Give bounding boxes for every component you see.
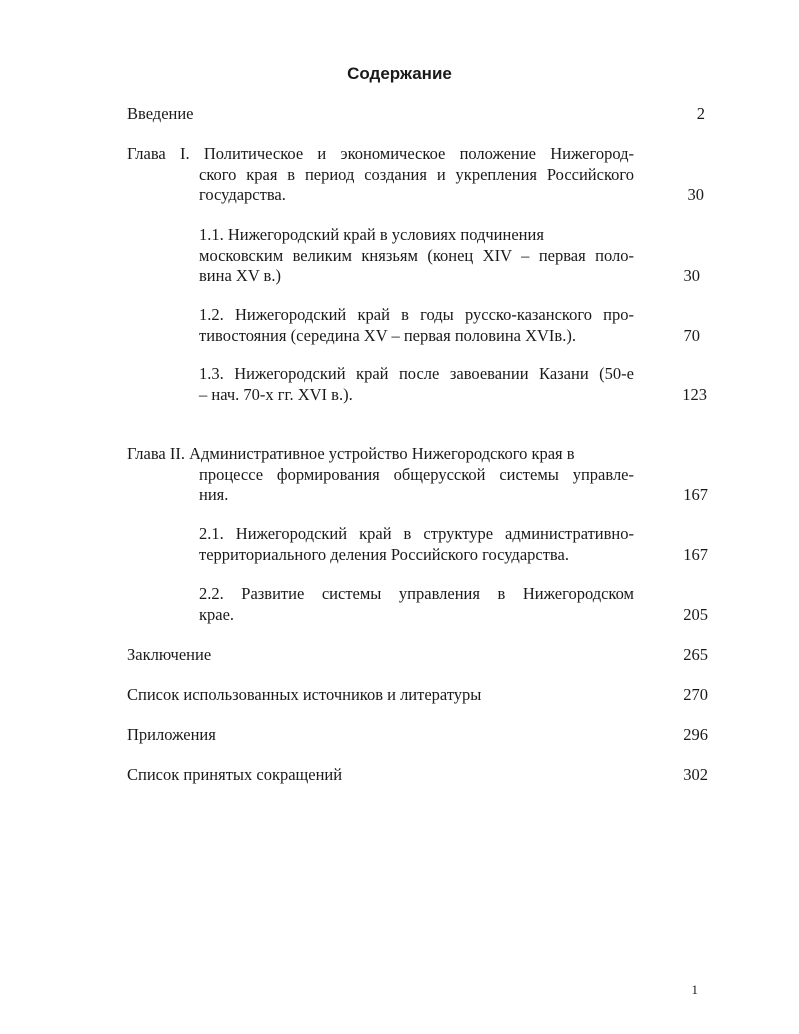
toc-entry-text: Введение [127, 104, 194, 123]
toc-entry-appendices [0, 725, 799, 747]
toc-entry-text: 1.1. Нижегородский край в условиях подчинения [199, 225, 544, 244]
toc-entry-chapter-1 [0, 144, 799, 206]
page-number: 1 [691, 982, 698, 997]
toc-entry-text: Список использованных источников и литературы [127, 685, 482, 704]
toc-entry-page: 205 [683, 604, 708, 624]
toc-entry-text: тивостояния (середина XV – первая половина XVIв.). [199, 325, 576, 345]
toc-entry-page: 302 [683, 765, 708, 784]
page-title: Содержание [347, 64, 452, 83]
toc-entry-text: 2.2. Развитие системы управления в Нижегородском [199, 584, 634, 603]
toc-entry-page: 123 [682, 384, 707, 404]
toc-entry-text: крае. [199, 604, 235, 624]
toc-entry-page: 167 [683, 485, 708, 504]
toc-entry-sources [0, 685, 799, 707]
toc-entry-page: 296 [683, 725, 708, 744]
toc-entry-page: 2 [696, 104, 705, 123]
toc-entry-text: вина XV в.) [199, 266, 281, 285]
toc-entry-text: 1.3. Нижегородский край после завоевании Казани (50-е [199, 364, 634, 383]
toc-entry-text: территориального деления Российского государства. [199, 544, 569, 564]
toc-entry-page: 30 [683, 266, 700, 285]
toc-entry-text: ния. [199, 485, 229, 504]
toc-entry-text: Глава I. Политическое и экономическое положение Нижегород- [127, 144, 634, 163]
toc-entry-page: 167 [683, 544, 708, 564]
toc-entry-text: московским великим князьям (конец XIV – первая поло- [199, 245, 634, 265]
toc-entry-text: процессе формирования общерусской системы управле- [199, 464, 634, 484]
toc-entry-page: 70 [683, 325, 700, 345]
toc-entry-chapter-2 [0, 444, 799, 506]
toc-entry-section-1-3 [0, 364, 799, 406]
toc-entry-section-1-1 [0, 225, 799, 287]
toc-entry-section-2-2 [0, 584, 799, 626]
toc-entry-text: – нач. 70-х гг. XVI в.). [199, 384, 353, 404]
toc-entry-abbreviations [0, 765, 799, 787]
toc-entry-section-2-1 [0, 524, 799, 566]
toc-entry-text: 1.2. Нижегородский край в годы русско-казанского про- [199, 305, 634, 324]
toc-entry-section-1-2 [0, 305, 799, 347]
toc-entry-text: ского края в период создания и укрепления Российского [199, 164, 634, 184]
toc-entry-conclusion [0, 645, 799, 667]
toc-entry-page: 30 [687, 185, 704, 204]
toc-entry-text: 2.1. Нижегородский край в структуре административно- [199, 524, 634, 543]
toc-entry-text: Заключение [127, 645, 212, 664]
toc-entry-text: Приложения [127, 725, 216, 744]
toc-entry-page: 270 [683, 685, 708, 704]
toc-entry-page: 265 [683, 645, 708, 664]
toc-entry-introduction [0, 104, 799, 126]
toc-entry-text: Список принятых сокращений [127, 765, 343, 784]
toc-entry-text: государства. [199, 185, 286, 204]
toc-entry-text: Глава II. Административное устройство Нижегородского края в [127, 444, 575, 463]
